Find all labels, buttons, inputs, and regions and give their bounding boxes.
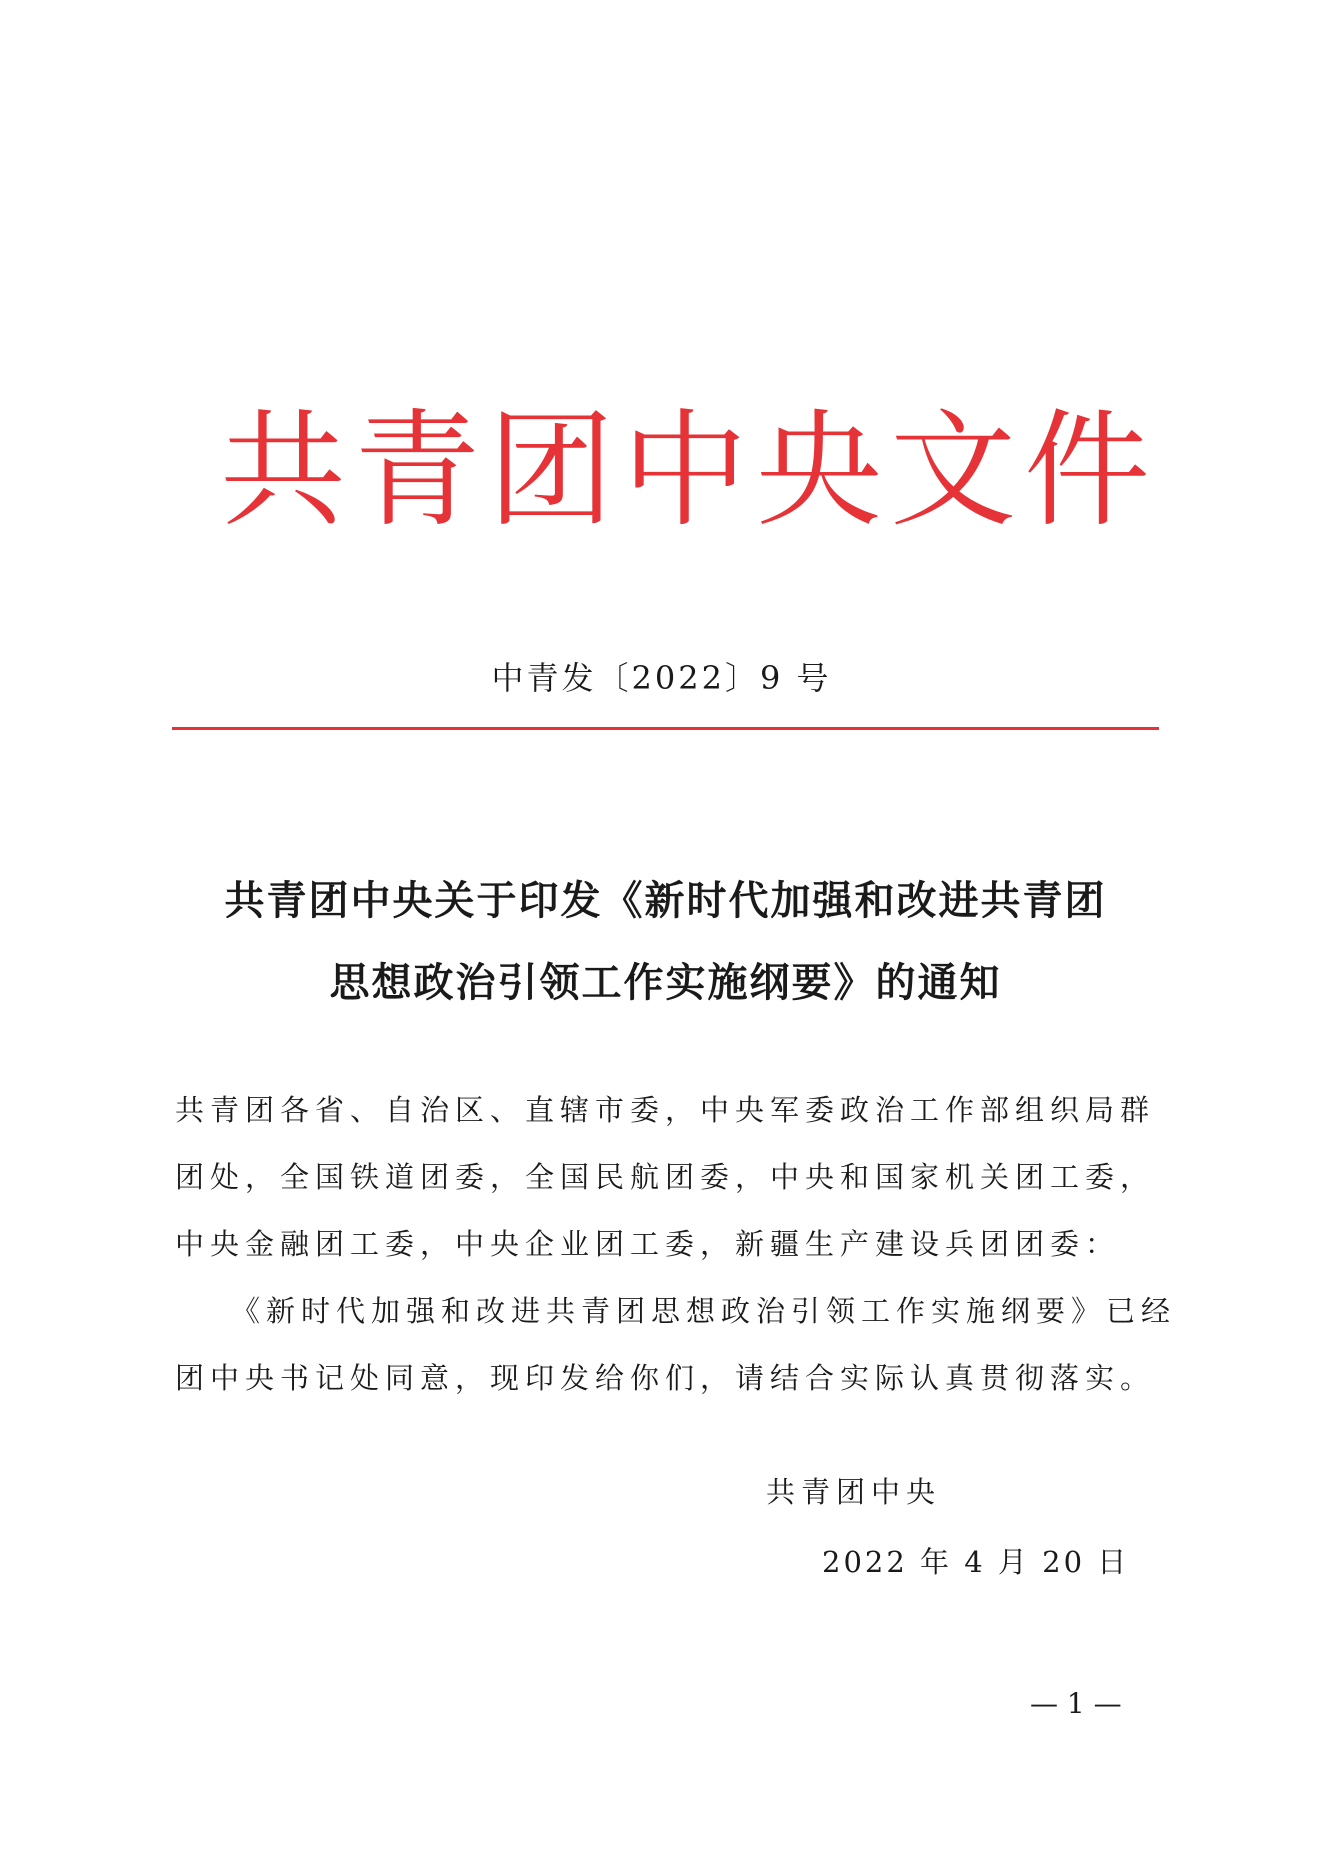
signature-organization: 共青团中央: [766, 1475, 942, 1509]
document-number: 中青发〔2022〕9 号: [491, 659, 832, 697]
title-line-1: 共青团中央关于印发《新时代加强和改进共青团: [224, 877, 1107, 924]
paragraph-line-2: 团中央书记处同意，现印发给你们，请结合实际认真贯彻落实。: [175, 1361, 1156, 1395]
red-separator-line: [172, 727, 1159, 730]
paragraph-line-1: 《新时代加强和改进共青团思想政治引领工作实施纲要》已经: [231, 1294, 1177, 1328]
addressee-line-1: 共青团各省、自治区、直辖市委，中央军委政治工作部组织局群: [175, 1093, 1156, 1127]
addressee-line-2: 团处，全国铁道团委，全国民航团委，中央和国家机关团工委，: [175, 1160, 1156, 1194]
title-line-2: 思想政治引领工作实施纲要》的通知: [329, 959, 1002, 1006]
body-text: [175, 1077, 1177, 1412]
signature-date: 2022 年 4 月 20 日: [822, 1545, 1130, 1579]
page-number: — 1 —: [1030, 1687, 1122, 1720]
addressee-line-3: 中央金融团工委，中央企业团工委，新疆生产建设兵团团委：: [175, 1227, 1121, 1261]
masthead-title: 共青团中央文件: [220, 397, 1158, 544]
document-title: [172, 860, 1159, 1024]
